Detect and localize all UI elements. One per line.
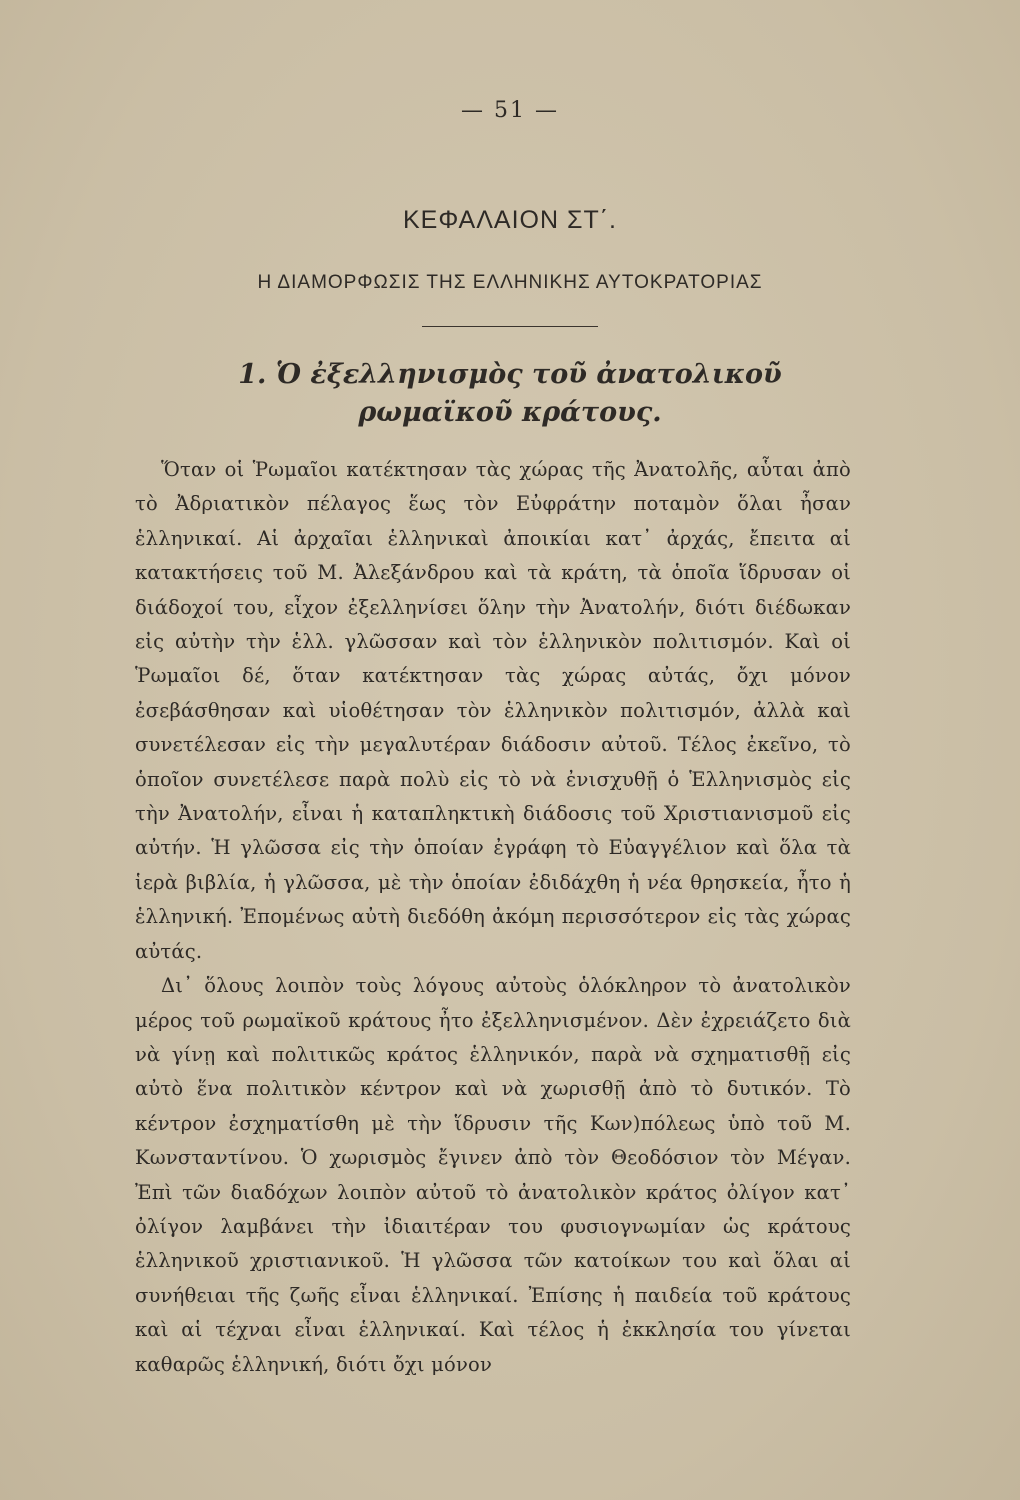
page-number: — 51 — [461, 98, 559, 123]
paragraph-2: Δι᾽ ὅλους λοιπὸν τοὺς λόγους αὐτοὺς ὁλόκληρον τὸ ἀνατολικὸν μέρος τοῦ ρωμαϊκοῦ κράτους ἦτο ἐξελληνισμένον. Δὲν ἐχρειάζετο διὰ νὰ γίνῃ καὶ πολιτικῶς κράτος ἑλληνικόν, παρὰ νὰ σχηματισθῇ εἰς αὐτὸ ἕνα πολιτικὸν κέντρον καὶ νὰ χωρισθῇ ἀπὸ τὸ δυτικόν. Τὸ κέντρον ἐσχηματίσθη μὲ τὴν ἵδρυσιν τῆς Κων)πόλεως ὑπὸ τοῦ Μ. Κωνσταντίνου. Ὁ χωρισμὸς ἔγινεν ἀπὸ τὸν Θεοδόσιον τὸν Μέγαν. Ἐπὶ τῶν διαδόχων λοιπὸν αὐτοῦ τὸ ἀνατολικὸν κράτος ὀλίγον κατ᾽ ὀλίγον λαμβάνει τὴν ἰδιαιτέραν του φυσιογνωμίαν ὡς κράτους ἑλληνικοῦ χριστιανικοῦ. Ἡ γλῶσσα τῶν κατοίκων του καὶ ὅλαι αἱ συνήθειαι τῆς ζωῆς εἶναι ἑλληνικαί. Ἐπίσης ἡ παιδεία τοῦ κράτους καὶ αἱ τέχναι εἶναι ἑλληνικαί. Καὶ τέλος ἡ ἐκκλησία του γίνεται καθαρῶς ἑλληνική, διότι ὄχι μόνον [135, 974, 851, 1376]
section-heading-line-1: 1. Ὁ ἐξελληνισμὸς τοῦ ἀνατολικοῦ [238, 359, 782, 390]
paragraph-1: Ὅταν οἱ Ῥωμαῖοι κατέκτησαν τὰς χώρας τῆς Ἀνατολῆς, αὗται ἀπὸ τὸ Ἀδριατικὸν πέλαγος ἕως τὸν Εὐφράτην ποταμὸν ὅλαι ἦσαν ἑλληνικαί. Αἱ ἀρχαῖαι ἑλληνικαὶ ἀποικίαι κατ᾽ ἀρχάς, ἔπειτα αἱ κατακτήσεις τοῦ Μ. Ἀλεξάνδρου καὶ τὰ κράτη, τὰ ὁποῖα ἵδρυσαν οἱ διάδοχοί του, εἶχον ἐξελληνίσει ὅλην τὴν Ἀνατολήν, διότι διέδωκαν εἰς αὐτὴν τὴν ἑλλ. γλῶσσαν καὶ τὸν ἑλληνικὸν πολιτισμόν. Καὶ οἱ Ῥωμαῖοι δέ, ὅταν κατέκτησαν τὰς χώρας αὐτάς, ὄχι μόνον ἐσεβάσθησαν καὶ υἱοθέτησαν τὸν ἑλληνικὸν πολιτισμόν, ἀλλὰ καὶ συνετέλεσαν εἰς τὴν μεγαλυτέραν διάδοσιν αὐτοῦ. Τέλος ἐκεῖνο, τὸ ὁποῖον συνετέλεσε παρὰ πολὺ εἰς τὸ νὰ ἐνισχυθῇ ὁ Ἑλληνισμὸς εἰς τὴν Ἀνατολήν, εἶναι ἡ καταπληκτικὴ διάδοσις τοῦ Χριστιανισμοῦ εἰς αὐτήν. Ἡ γλῶσσα εἰς τὴν ὁποίαν ἐγράφη τὸ Εὐαγγέλιον καὶ ὅλα τὰ ἱερὰ βιβλία, ἡ γλῶσσα, μὲ τὴν ὁποίαν ἐδιδάχθη ἡ νέα θρησκεία, ἦτο ἡ ἑλληνική. Ἐπομένως αὐτὴ διεδόθη ἀκόμη περισσότερον εἰς τὰς χώρας αὐτάς. [135, 458, 851, 963]
section-heading-line-2: ρωμαϊκοῦ κράτους. [358, 397, 662, 428]
chapter-title: ΚΕΦΑΛΑΙΟΝ ΣΤ΄. [402, 206, 617, 234]
divider-rule [422, 326, 598, 327]
chapter-subtitle: Η ΔΙΑΜΟΡΦΩΣΙΣ ΤΗΣ ΕΛΛΗΝΙΚΗΣ ΑΥΤΟΚΡΑΤΟΡΙΑΣ [257, 272, 763, 293]
section-heading [0, 356, 1020, 432]
body-text [135, 453, 851, 1382]
